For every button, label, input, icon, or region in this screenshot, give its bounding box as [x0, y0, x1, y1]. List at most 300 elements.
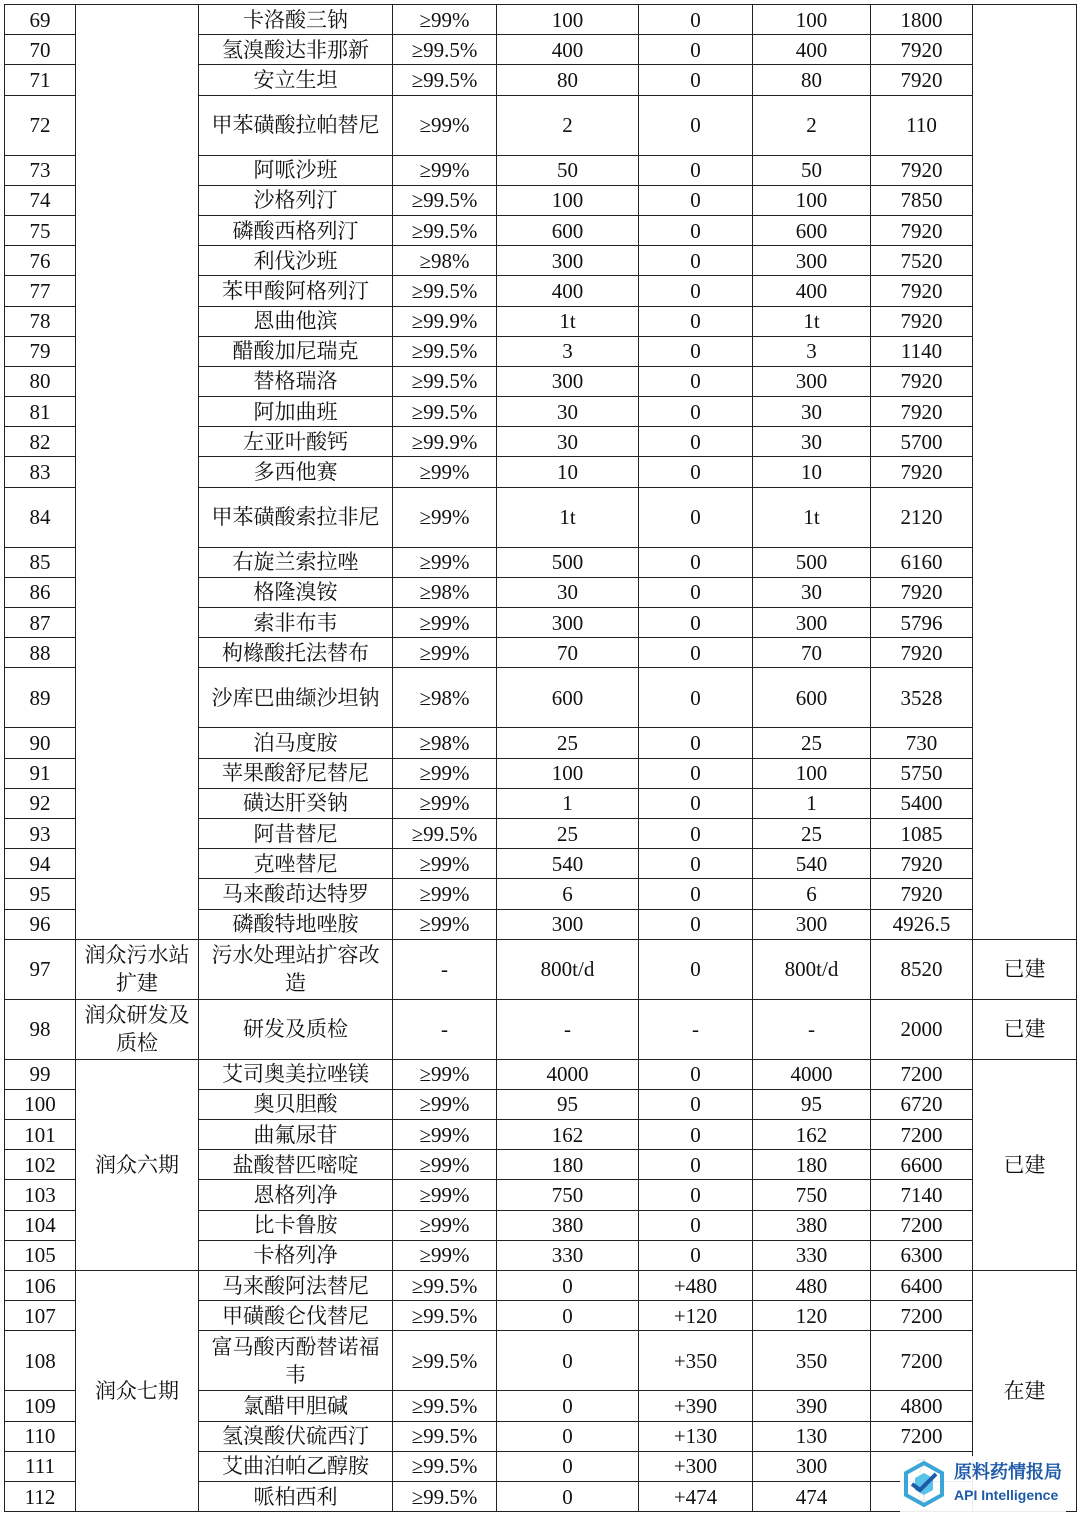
purity-cell: ≥99% — [393, 788, 497, 818]
capacity-before-cell: 25 — [497, 728, 639, 758]
purity-cell: ≥99.5% — [393, 1451, 497, 1481]
capacity-change-cell: 0 — [639, 95, 753, 155]
row-number-cell: 84 — [5, 487, 76, 547]
capacity-change-cell: 0 — [639, 397, 753, 427]
annual-hours-cell: 7920 — [871, 215, 973, 245]
purity-cell: ≥99% — [393, 1210, 497, 1240]
row-number-cell: 101 — [5, 1120, 76, 1150]
capacity-change-cell: 0 — [639, 577, 753, 607]
capacity-after-cell: 70 — [753, 638, 871, 668]
capacity-before-cell: 540 — [497, 849, 639, 879]
capacity-change-cell: 0 — [639, 1059, 753, 1089]
product-name-cell: 氢溴酸伏硫西汀 — [199, 1421, 393, 1451]
product-name-cell: 研发及质检 — [199, 999, 393, 1059]
capacity-before-cell: 0 — [497, 1451, 639, 1481]
capacity-before-cell: 3 — [497, 336, 639, 366]
row-number-cell: 108 — [5, 1331, 76, 1391]
row-number-cell: 82 — [5, 427, 76, 457]
capacity-after-cell: 100 — [753, 5, 871, 35]
capacity-after-cell: 300 — [753, 909, 871, 939]
row-number-cell: 103 — [5, 1180, 76, 1210]
annual-hours-cell: 7920 — [871, 65, 973, 95]
status-cell: 已建 — [973, 999, 1077, 1059]
capacity-before-cell: 2 — [497, 95, 639, 155]
row-number-cell: 93 — [5, 818, 76, 848]
row-number-cell: 105 — [5, 1240, 76, 1270]
purity-cell: ≥99% — [393, 1089, 497, 1119]
annual-hours-cell: 730 — [871, 728, 973, 758]
capacity-change-cell: 0 — [639, 608, 753, 638]
product-name-cell: 左亚叶酸钙 — [199, 427, 393, 457]
capacity-before-cell: 30 — [497, 427, 639, 457]
capacity-after-cell: 25 — [753, 728, 871, 758]
annual-hours-cell: 5796 — [871, 608, 973, 638]
annual-hours-cell: 8520 — [871, 939, 973, 999]
capacity-before-cell: 70 — [497, 638, 639, 668]
capacity-before-cell: 300 — [497, 246, 639, 276]
row-number-cell: 72 — [5, 95, 76, 155]
product-name-cell: 污水处理站扩容改造 — [199, 939, 393, 999]
annual-hours-cell: 3528 — [871, 668, 973, 728]
purity-cell: ≥99% — [393, 1059, 497, 1089]
row-number-cell: 79 — [5, 336, 76, 366]
capacity-after-cell: 1t — [753, 487, 871, 547]
row-number-cell: 87 — [5, 608, 76, 638]
table-row — [5, 1271, 1077, 1301]
status-cell: 在建 — [973, 1271, 1077, 1512]
product-name-cell: 克唑替尼 — [199, 849, 393, 879]
row-number-cell: 81 — [5, 397, 76, 427]
row-number-cell: 100 — [5, 1089, 76, 1119]
capacity-before-cell: 1 — [497, 788, 639, 818]
row-number-cell: 85 — [5, 547, 76, 577]
capacity-after-cell: 30 — [753, 577, 871, 607]
capacity-after-cell: 120 — [753, 1301, 871, 1331]
product-name-cell: 甲苯磺酸索拉非尼 — [199, 487, 393, 547]
capacity-change-cell: +300 — [639, 1451, 753, 1481]
capacity-before-cell: 100 — [497, 185, 639, 215]
product-name-cell: 泊马度胺 — [199, 728, 393, 758]
product-name-cell: 马来酸阿法替尼 — [199, 1271, 393, 1301]
capacity-before-cell: 4000 — [497, 1059, 639, 1089]
row-number-cell: 99 — [5, 1059, 76, 1089]
row-number-cell: 73 — [5, 155, 76, 185]
watermark-en: API Intelligence — [954, 1487, 1059, 1503]
annual-hours-cell: 7140 — [871, 1180, 973, 1210]
capacity-change-cell: +350 — [639, 1331, 753, 1391]
table-row — [5, 5, 1077, 35]
row-number-cell: 86 — [5, 577, 76, 607]
capacity-change-cell: +480 — [639, 1271, 753, 1301]
capacity-change-cell: 0 — [639, 276, 753, 306]
purity-cell: ≥99.5% — [393, 215, 497, 245]
annual-hours-cell: 1140 — [871, 336, 973, 366]
capacity-change-cell: 0 — [639, 939, 753, 999]
row-number-cell: 95 — [5, 879, 76, 909]
capacity-before-cell: 30 — [497, 577, 639, 607]
capacity-before-cell: 180 — [497, 1150, 639, 1180]
row-number-cell: 111 — [5, 1451, 76, 1481]
project-cell: 润众七期 — [76, 1271, 199, 1512]
capacity-after-cell: 4000 — [753, 1059, 871, 1089]
capacity-after-cell: - — [753, 999, 871, 1059]
annual-hours-cell: 7920 — [871, 879, 973, 909]
watermark — [900, 1456, 1066, 1512]
capacity-after-cell: 6 — [753, 879, 871, 909]
annual-hours-cell: 7920 — [871, 849, 973, 879]
purity-cell: ≥98% — [393, 577, 497, 607]
capacity-after-cell: 390 — [753, 1391, 871, 1421]
capacity-before-cell: 100 — [497, 758, 639, 788]
annual-hours-cell: 7920 — [871, 276, 973, 306]
capacity-after-cell: 750 — [753, 1180, 871, 1210]
annual-hours-cell: 7920 — [871, 577, 973, 607]
annual-hours-cell: 7920 — [871, 155, 973, 185]
row-number-cell: 71 — [5, 65, 76, 95]
capacity-change-cell: +474 — [639, 1481, 753, 1511]
capacity-before-cell: 162 — [497, 1120, 639, 1150]
capacity-before-cell: 500 — [497, 547, 639, 577]
capacity-after-cell: 300 — [753, 1451, 871, 1481]
capacity-change-cell: 0 — [639, 879, 753, 909]
row-number-cell: 91 — [5, 758, 76, 788]
status-cell: 已建 — [973, 939, 1077, 999]
capacity-before-cell: 330 — [497, 1240, 639, 1270]
purity-cell: ≥99.5% — [393, 397, 497, 427]
table-row — [5, 939, 1077, 999]
capacity-before-cell: - — [497, 999, 639, 1059]
annual-hours-cell: 7200 — [871, 1331, 973, 1391]
row-number-cell: 107 — [5, 1301, 76, 1331]
purity-cell: ≥99% — [393, 1150, 497, 1180]
capacity-after-cell: 100 — [753, 758, 871, 788]
capacity-change-cell: 0 — [639, 849, 753, 879]
capacity-before-cell: 80 — [497, 65, 639, 95]
capacity-before-cell: 100 — [497, 5, 639, 35]
product-name-cell: 曲氟尿苷 — [199, 1120, 393, 1150]
capacity-before-cell: 0 — [497, 1331, 639, 1391]
product-name-cell: 替格瑞洛 — [199, 366, 393, 396]
row-number-cell: 77 — [5, 276, 76, 306]
capacity-change-cell: - — [639, 999, 753, 1059]
product-name-cell: 甲苯磺酸拉帕替尼 — [199, 95, 393, 155]
product-name-cell: 艾司奥美拉唑镁 — [199, 1059, 393, 1089]
product-name-cell: 艾曲泊帕乙醇胺 — [199, 1451, 393, 1481]
purity-cell: ≥99% — [393, 1180, 497, 1210]
purity-cell: ≥99% — [393, 758, 497, 788]
annual-hours-cell: 7920 — [871, 366, 973, 396]
capacity-change-cell: +390 — [639, 1391, 753, 1421]
capacity-before-cell: 1t — [497, 306, 639, 336]
capacity-after-cell: 300 — [753, 246, 871, 276]
product-name-cell: 醋酸加尼瑞克 — [199, 336, 393, 366]
product-name-cell: 甲磺酸仑伐替尼 — [199, 1301, 393, 1331]
capacity-after-cell: 400 — [753, 276, 871, 306]
capacity-before-cell: 1t — [497, 487, 639, 547]
capacity-after-cell: 10 — [753, 457, 871, 487]
capacity-change-cell: 0 — [639, 909, 753, 939]
capacity-change-cell: 0 — [639, 336, 753, 366]
capacity-after-cell: 2 — [753, 95, 871, 155]
purity-cell: ≥99% — [393, 1120, 497, 1150]
capacity-change-cell: 0 — [639, 818, 753, 848]
annual-hours-cell: 7200 — [871, 1421, 973, 1451]
capacity-after-cell: 380 — [753, 1210, 871, 1240]
row-number-cell: 102 — [5, 1150, 76, 1180]
purity-cell: ≥99.5% — [393, 1481, 497, 1511]
capacity-after-cell: 30 — [753, 397, 871, 427]
product-name-cell: 氢溴酸达非那新 — [199, 35, 393, 65]
capacity-change-cell: 0 — [639, 1120, 753, 1150]
watermark-cn: 原料药情报局 — [954, 1462, 1062, 1483]
api-intelligence-logo-icon — [900, 1460, 948, 1508]
purity-cell: ≥99.5% — [393, 35, 497, 65]
capacity-change-cell: 0 — [639, 185, 753, 215]
capacity-after-cell: 1 — [753, 788, 871, 818]
annual-hours-cell: 7200 — [871, 1301, 973, 1331]
purity-cell: - — [393, 939, 497, 999]
capacity-change-cell: +130 — [639, 1421, 753, 1451]
row-number-cell: 83 — [5, 457, 76, 487]
capacity-before-cell: 600 — [497, 215, 639, 245]
row-number-cell: 88 — [5, 638, 76, 668]
row-number-cell: 97 — [5, 939, 76, 999]
capacity-change-cell: 0 — [639, 1210, 753, 1240]
capacity-before-cell: 300 — [497, 366, 639, 396]
annual-hours-cell: 7520 — [871, 246, 973, 276]
product-name-cell: 比卡鲁胺 — [199, 1210, 393, 1240]
capacity-before-cell: 30 — [497, 397, 639, 427]
product-name-cell: 阿加曲班 — [199, 397, 393, 427]
product-name-cell: 氯醋甲胆碱 — [199, 1391, 393, 1421]
row-number-cell: 89 — [5, 668, 76, 728]
row-number-cell: 69 — [5, 5, 76, 35]
product-name-cell: 马来酸茚达特罗 — [199, 879, 393, 909]
capacity-after-cell: 25 — [753, 818, 871, 848]
capacity-change-cell: 0 — [639, 1180, 753, 1210]
annual-hours-cell: 7920 — [871, 457, 973, 487]
product-name-cell: 盐酸替匹嘧啶 — [199, 1150, 393, 1180]
purity-cell: ≥99.9% — [393, 427, 497, 457]
capacity-before-cell: 600 — [497, 668, 639, 728]
product-name-cell: 枸橼酸托法替布 — [199, 638, 393, 668]
annual-hours-cell: 1800 — [871, 5, 973, 35]
capacity-table — [4, 4, 1077, 1512]
product-name-cell: 磷酸西格列汀 — [199, 215, 393, 245]
annual-hours-cell: 1085 — [871, 818, 973, 848]
row-number-cell: 104 — [5, 1210, 76, 1240]
purity-cell: ≥99.5% — [393, 1271, 497, 1301]
annual-hours-cell: 7920 — [871, 306, 973, 336]
capacity-change-cell: 0 — [639, 788, 753, 818]
product-name-cell: 磷酸特地唑胺 — [199, 909, 393, 939]
row-number-cell: 109 — [5, 1391, 76, 1421]
annual-hours-cell: 5400 — [871, 788, 973, 818]
capacity-before-cell: 0 — [497, 1301, 639, 1331]
capacity-change-cell: 0 — [639, 5, 753, 35]
product-name-cell: 多西他赛 — [199, 457, 393, 487]
product-name-cell: 恩格列净 — [199, 1180, 393, 1210]
purity-cell: ≥99.5% — [393, 1391, 497, 1421]
annual-hours-cell: 6600 — [871, 1150, 973, 1180]
product-name-cell: 奥贝胆酸 — [199, 1089, 393, 1119]
purity-cell: ≥99% — [393, 487, 497, 547]
annual-hours-cell: 7920 — [871, 35, 973, 65]
annual-hours-cell: 7200 — [871, 1120, 973, 1150]
product-name-cell: 卡洛酸三钠 — [199, 5, 393, 35]
capacity-after-cell: 100 — [753, 185, 871, 215]
status-cell — [973, 5, 1077, 940]
purity-cell: ≥99.5% — [393, 1421, 497, 1451]
capacity-before-cell: 0 — [497, 1421, 639, 1451]
purity-cell: ≥99% — [393, 155, 497, 185]
capacity-before-cell: 300 — [497, 909, 639, 939]
purity-cell: ≥99% — [393, 95, 497, 155]
capacity-after-cell: 80 — [753, 65, 871, 95]
capacity-before-cell: 10 — [497, 457, 639, 487]
capacity-change-cell: 0 — [639, 246, 753, 276]
row-number-cell: 75 — [5, 215, 76, 245]
capacity-before-cell: 380 — [497, 1210, 639, 1240]
annual-hours-cell: 110 — [871, 95, 973, 155]
product-name-cell: 右旋兰索拉唑 — [199, 547, 393, 577]
purity-cell: ≥99% — [393, 457, 497, 487]
capacity-before-cell: 750 — [497, 1180, 639, 1210]
table-body — [5, 5, 1077, 1512]
annual-hours-cell: 6160 — [871, 547, 973, 577]
annual-hours-cell: 6300 — [871, 1240, 973, 1270]
capacity-after-cell: 400 — [753, 35, 871, 65]
capacity-after-cell: 480 — [753, 1271, 871, 1301]
capacity-change-cell: 0 — [639, 758, 753, 788]
row-number-cell: 94 — [5, 849, 76, 879]
capacity-after-cell: 800t/d — [753, 939, 871, 999]
row-number-cell: 76 — [5, 246, 76, 276]
purity-cell: ≥99.5% — [393, 1301, 497, 1331]
product-name-cell: 卡格列净 — [199, 1240, 393, 1270]
capacity-change-cell: 0 — [639, 457, 753, 487]
purity-cell: ≥99% — [393, 5, 497, 35]
capacity-after-cell: 540 — [753, 849, 871, 879]
capacity-after-cell: 1t — [753, 306, 871, 336]
product-name-cell: 沙格列汀 — [199, 185, 393, 215]
capacity-change-cell: 0 — [639, 65, 753, 95]
purity-cell: ≥99.5% — [393, 818, 497, 848]
purity-cell: ≥99% — [393, 849, 497, 879]
capacity-after-cell: 3 — [753, 336, 871, 366]
capacity-after-cell: 500 — [753, 547, 871, 577]
purity-cell: ≥99% — [393, 547, 497, 577]
capacity-change-cell: 0 — [639, 1150, 753, 1180]
capacity-change-cell: +120 — [639, 1301, 753, 1331]
annual-hours-cell: 7850 — [871, 185, 973, 215]
capacity-before-cell: 25 — [497, 818, 639, 848]
annual-hours-cell: 7200 — [871, 1210, 973, 1240]
product-name-cell: 沙库巴曲缬沙坦钠 — [199, 668, 393, 728]
product-name-cell: 格隆溴铵 — [199, 577, 393, 607]
capacity-change-cell: 0 — [639, 487, 753, 547]
annual-hours-cell: 4926.5 — [871, 909, 973, 939]
annual-hours-cell: 7200 — [871, 1059, 973, 1089]
capacity-after-cell: 162 — [753, 1120, 871, 1150]
annual-hours-cell: 2000 — [871, 999, 973, 1059]
status-cell: 已建 — [973, 1059, 1077, 1270]
purity-cell: ≥98% — [393, 728, 497, 758]
project-cell — [76, 5, 199, 940]
capacity-before-cell: 300 — [497, 608, 639, 638]
capacity-before-cell: 0 — [497, 1271, 639, 1301]
capacity-change-cell: 0 — [639, 306, 753, 336]
capacity-before-cell: 400 — [497, 35, 639, 65]
purity-cell: ≥98% — [393, 246, 497, 276]
purity-cell: ≥99.5% — [393, 185, 497, 215]
purity-cell: ≥99% — [393, 608, 497, 638]
annual-hours-cell: 6400 — [871, 1271, 973, 1301]
purity-cell: ≥99.5% — [393, 366, 497, 396]
purity-cell: ≥99% — [393, 879, 497, 909]
capacity-change-cell: 0 — [639, 155, 753, 185]
row-number-cell: 112 — [5, 1481, 76, 1511]
row-number-cell: 98 — [5, 999, 76, 1059]
capacity-before-cell: 0 — [497, 1481, 639, 1511]
capacity-before-cell: 400 — [497, 276, 639, 306]
purity-cell: ≥99.5% — [393, 65, 497, 95]
purity-cell: ≥99% — [393, 909, 497, 939]
capacity-change-cell: 0 — [639, 638, 753, 668]
row-number-cell: 106 — [5, 1271, 76, 1301]
capacity-after-cell: 474 — [753, 1481, 871, 1511]
row-number-cell: 78 — [5, 306, 76, 336]
product-name-cell: 恩曲他滨 — [199, 306, 393, 336]
annual-hours-cell: 7920 — [871, 397, 973, 427]
table-row — [5, 999, 1077, 1059]
capacity-after-cell: 300 — [753, 366, 871, 396]
capacity-after-cell: 330 — [753, 1240, 871, 1270]
product-name-cell: 利伐沙班 — [199, 246, 393, 276]
product-name-cell: 哌柏西利 — [199, 1481, 393, 1511]
row-number-cell: 110 — [5, 1421, 76, 1451]
capacity-after-cell: 300 — [753, 608, 871, 638]
capacity-after-cell: 600 — [753, 215, 871, 245]
capacity-after-cell: 130 — [753, 1421, 871, 1451]
project-cell: 润众研发及质检 — [76, 999, 199, 1059]
capacity-change-cell: 0 — [639, 1240, 753, 1270]
capacity-after-cell: 180 — [753, 1150, 871, 1180]
capacity-change-cell: 0 — [639, 366, 753, 396]
capacity-change-cell: 0 — [639, 668, 753, 728]
capacity-change-cell: 0 — [639, 35, 753, 65]
product-name-cell: 苹果酸舒尼替尼 — [199, 758, 393, 788]
capacity-before-cell: 800t/d — [497, 939, 639, 999]
product-name-cell: 阿哌沙班 — [199, 155, 393, 185]
capacity-before-cell: 6 — [497, 879, 639, 909]
capacity-change-cell: 0 — [639, 215, 753, 245]
annual-hours-cell: 2120 — [871, 487, 973, 547]
capacity-after-cell: 350 — [753, 1331, 871, 1391]
purity-cell: ≥99.5% — [393, 336, 497, 366]
table-row — [5, 1059, 1077, 1089]
row-number-cell: 92 — [5, 788, 76, 818]
product-name-cell: 磺达肝癸钠 — [199, 788, 393, 818]
purity-cell: - — [393, 999, 497, 1059]
row-number-cell: 96 — [5, 909, 76, 939]
product-name-cell: 阿昔替尼 — [199, 818, 393, 848]
capacity-change-cell: 0 — [639, 547, 753, 577]
capacity-after-cell: 50 — [753, 155, 871, 185]
product-name-cell: 安立生坦 — [199, 65, 393, 95]
capacity-after-cell: 600 — [753, 668, 871, 728]
annual-hours-cell: 4800 — [871, 1391, 973, 1421]
